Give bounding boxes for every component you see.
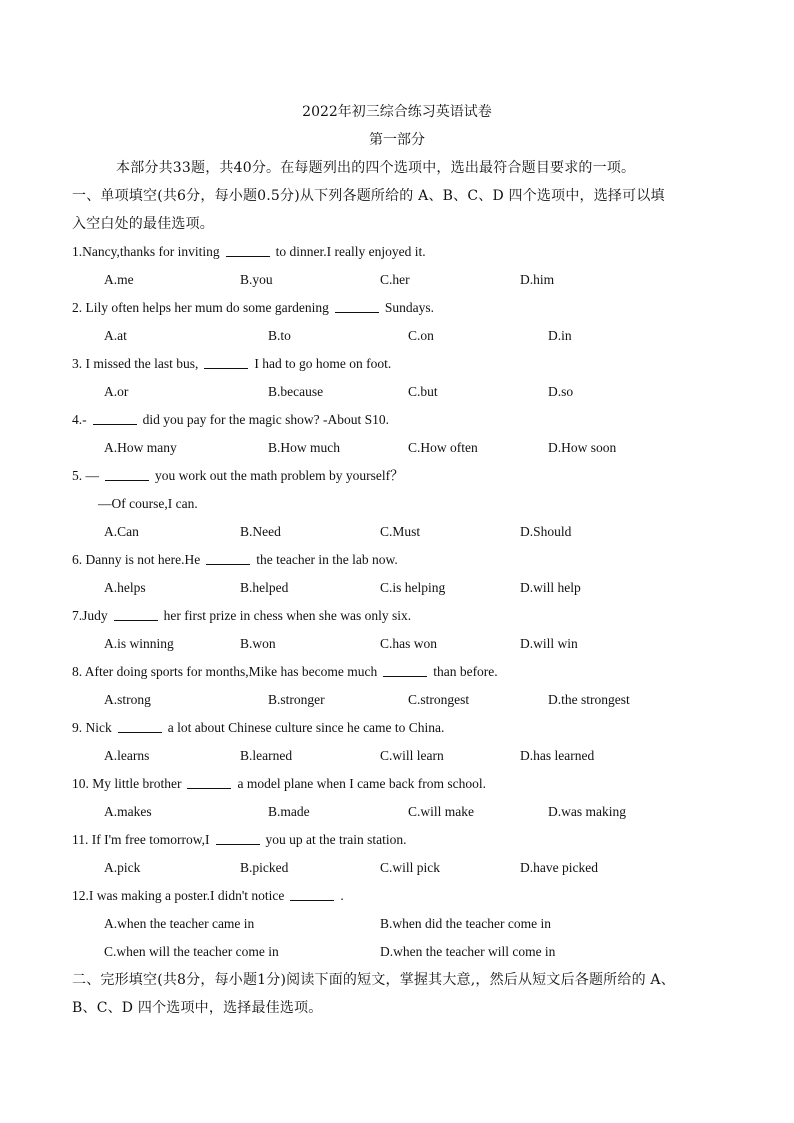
- question-1: [72, 242, 722, 262]
- option-b: B.when did the teacher come in: [380, 916, 551, 931]
- options-row: [0, 802, 794, 822]
- option-a: A.when the teacher came in: [104, 916, 255, 931]
- option-d: D.will win: [520, 636, 578, 651]
- option-a: A.helps: [104, 580, 146, 595]
- question-6: [72, 550, 722, 570]
- option-b: B.won: [240, 636, 276, 651]
- question-10: [72, 774, 722, 794]
- question-text: you work out the math problem by yourself？: [155, 468, 404, 483]
- options-row: [0, 746, 794, 766]
- options-row: [0, 914, 794, 934]
- options-row: [0, 578, 794, 598]
- question-text: 4.-: [72, 412, 87, 427]
- section-1-heading-cont: 入空白处的最佳选项。: [72, 216, 214, 232]
- option-d: D.him: [520, 272, 555, 287]
- option-c: C.will learn: [380, 748, 444, 763]
- question-8: [72, 662, 722, 682]
- question-4: [72, 410, 722, 430]
- answer-blank: [226, 242, 270, 257]
- question-text: to dinner.I really enjoyed it.: [275, 244, 426, 259]
- options-row: [0, 634, 794, 654]
- option-c: C.strongest: [408, 692, 470, 707]
- question-text: the teacher in the lab now.: [256, 552, 398, 567]
- question-2: [72, 298, 722, 318]
- question-3: [72, 354, 722, 374]
- option-c: C.will pick: [380, 860, 440, 875]
- option-b: B.helped: [240, 580, 289, 595]
- answer-blank: [105, 466, 149, 481]
- question-text: you up at the train station.: [265, 832, 407, 847]
- option-c: C.her: [380, 272, 410, 287]
- option-a: A.makes: [104, 804, 152, 819]
- question-text: 1.Nancy,thanks for inviting: [72, 244, 220, 259]
- question-text: than before.: [433, 664, 498, 679]
- option-b: B.picked: [240, 860, 289, 875]
- answer-blank: [216, 830, 260, 845]
- answer-blank: [206, 550, 250, 565]
- option-d: D.was making: [548, 804, 626, 819]
- question-text: 8. After doing sports for months,Mike has become much: [72, 664, 378, 679]
- option-b: B.Need: [240, 524, 281, 539]
- options-row: [0, 270, 794, 290]
- options-row: [0, 326, 794, 346]
- question-text: 12.I was making a poster.I didn't notice: [72, 888, 285, 903]
- answer-blank: [93, 410, 137, 425]
- options-row: [0, 382, 794, 402]
- question-text: 11. If I'm free tomorrow,I: [72, 832, 210, 847]
- answer-blank: [114, 606, 158, 621]
- question-text: Sundays.: [384, 300, 434, 315]
- question-9: [72, 718, 722, 738]
- option-c: C.on: [408, 328, 434, 343]
- option-d: D.has learned: [520, 748, 595, 763]
- option-b: B.learned: [240, 748, 293, 763]
- option-d: D.in: [548, 328, 572, 343]
- option-a: A.How many: [104, 440, 177, 455]
- option-a: A.is winning: [104, 636, 174, 651]
- option-c: C.is helping: [380, 580, 446, 595]
- option-c: C.when will the teacher come in: [104, 944, 279, 959]
- question-text: a model plane when I came back from school.: [237, 776, 487, 791]
- option-d: D.Should: [520, 524, 572, 539]
- question-text: .: [340, 888, 344, 903]
- option-b: B.you: [240, 272, 273, 287]
- options-row: [0, 690, 794, 710]
- section-2-heading: 二、完形填空(共8分，每小题1分)阅读下面的短文，掌握其大意,，然后从短文后各题所给的 A、: [72, 972, 675, 988]
- option-d: D.when the teacher will come in: [380, 944, 556, 959]
- question-11: [72, 830, 722, 850]
- option-a: A.or: [104, 384, 129, 399]
- option-b: B.because: [268, 384, 324, 399]
- option-a: A.at: [104, 328, 127, 343]
- question-text: 2. Lily often helps her mum do some gardening: [72, 300, 329, 315]
- question-text: a lot about Chinese culture since he came to China.: [167, 720, 445, 735]
- question-text: 10. My little brother: [72, 776, 182, 791]
- answer-blank: [290, 886, 334, 901]
- option-a: A.me: [104, 272, 134, 287]
- answer-blank: [383, 662, 427, 677]
- option-c: C.Must: [380, 524, 421, 539]
- question-12: [72, 886, 722, 906]
- option-a: A.learns: [104, 748, 150, 763]
- option-d: D.the strongest: [548, 692, 630, 707]
- option-d: D.so: [548, 384, 574, 399]
- question-text: 9. Nick: [72, 720, 112, 735]
- section-2-heading-cont: B、C、D 四个选项中，选择最佳选项。: [72, 1000, 323, 1016]
- option-d: D.have picked: [520, 860, 598, 875]
- question-5: [72, 466, 722, 486]
- question-7: [72, 606, 722, 626]
- answer-blank: [118, 718, 162, 733]
- question-text: 6. Danny is not here.He: [72, 552, 201, 567]
- question-text: 3. I missed the last bus,: [72, 356, 199, 371]
- question-text: 5. —: [72, 468, 99, 483]
- option-a: A.pick: [104, 860, 141, 875]
- option-b: B.How much: [268, 440, 340, 455]
- option-b: B.to: [268, 328, 291, 343]
- part-title: 第一部分: [369, 132, 425, 148]
- question-text: her first prize in chess when she was only six.: [163, 608, 412, 623]
- options-row: [0, 438, 794, 458]
- answer-blank: [187, 774, 231, 789]
- options-row: [0, 858, 794, 878]
- answer-blank: [335, 298, 379, 313]
- option-c: C.has won: [380, 636, 437, 651]
- section-1-heading: 一、单项填空(共6分，每小题0.5分)从下列各题所给的 A、B、C、D 四个选项中，选择可以填: [72, 188, 665, 204]
- options-row: [0, 522, 794, 542]
- option-d: D.How soon: [548, 440, 617, 455]
- option-a: A.strong: [104, 692, 151, 707]
- part-intro: 本部分共33题，共40分。在每题列出的四个选项中，选出最符合题目要求的一项。: [116, 160, 636, 176]
- option-c: C.will make: [408, 804, 474, 819]
- question-text: 7.Judy: [72, 608, 108, 623]
- options-row: [0, 942, 794, 962]
- option-c: C.but: [408, 384, 438, 399]
- question-text: I had to go home on foot.: [254, 356, 392, 371]
- option-b: B.stronger: [268, 692, 325, 707]
- option-c: C.How often: [408, 440, 478, 455]
- answer-blank: [204, 354, 248, 369]
- option-d: D.will help: [520, 580, 581, 595]
- option-b: B.made: [268, 804, 310, 819]
- option-a: A.Can: [104, 524, 139, 539]
- question-5-reply: —Of course,I can.: [98, 496, 198, 511]
- question-text: did you pay for the magic show? -About S10.: [142, 412, 389, 427]
- exam-title: 2022年初三综合练习英语试卷: [302, 104, 492, 120]
